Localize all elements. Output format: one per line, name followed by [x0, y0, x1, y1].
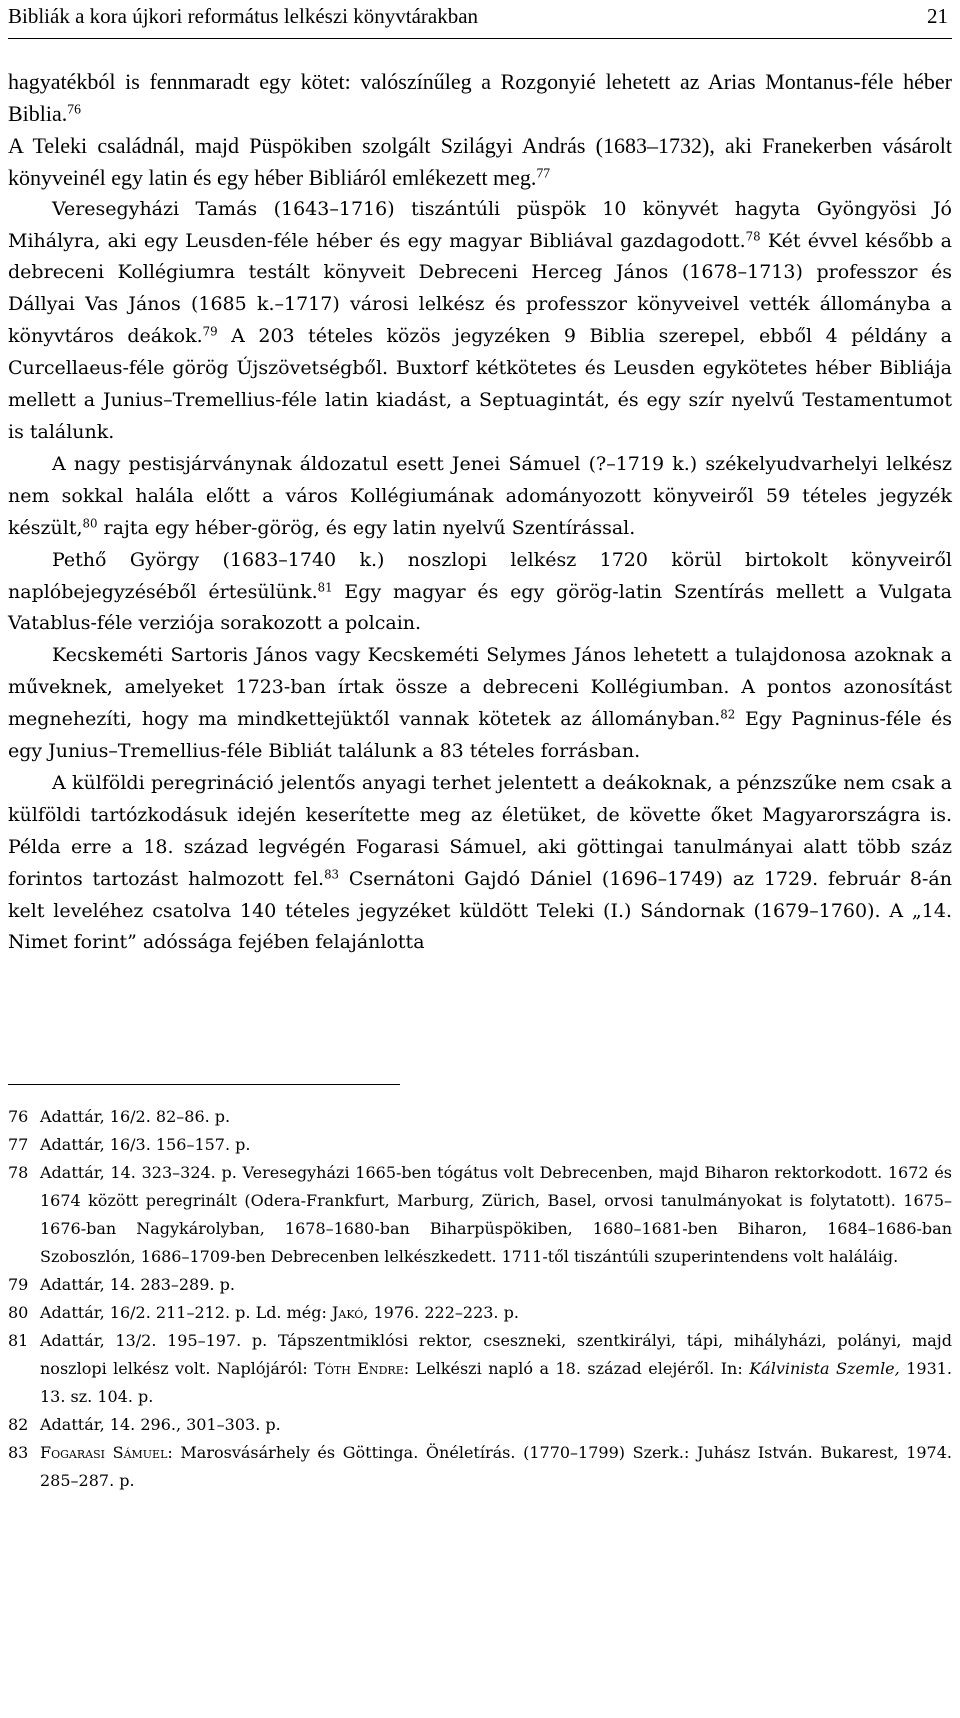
- paragraph: [8, 449, 952, 545]
- footnote-text: Adattár, 13/2. 195–197. p. Tápszentmiklósi rektor, cseszneki, szentkirályi, tápi, mihályházi, polányi, majd noszlopi lelkész volt. Naplójáról:: [40, 1331, 952, 1378]
- footnote-text: Adattár, 14. 323–324. p. Veresegyházi 1665-ben tógátus volt Debrecenben, majd Biharon rektorkodott. 1672 és 1674 között peregrinált (Odera-Frankfurt, Marburg, Zürich, Basel, orvosi tanulmányokat is folytatott). 1675–1676-ban Nagykárolyban, 1678–1680-ban Biharpüspökiben, 1680–1681-ben Biharon, 1684–1686-ban Szoboszlón, 1686–1709-ben Debrecenben lelkészkedett. 1711-től tiszántúli szuperintendens volt haláláig.: [40, 1163, 952, 1266]
- author-name: Tóth Endre: [314, 1359, 404, 1378]
- text-run: Kecskeméti Sartoris János vagy Kecskeméti Selymes János lehetett a tulajdonosa azoknak a műveknek, amelyeket 1723-ban írtak össze a debreceni Kollégiumban. A pontos azonosítást megnehezíti, hogy ma mindkettejüktől vannak kötetek az állományban.: [8, 644, 952, 731]
- text-run: A külföldi peregrináció jelentős anyagi terhet jelentett a deákoknak, a pénzszűke nem csak a külföldi tartózkodásuk idején keserítette meg az életüket, de követte őket Magyarországra is. Példa erre a 18. század legvégén Fogarasi Sámuel, aki göttingai tanulmányai alatt több száz forintos tartozást halmozott fel.: [8, 771, 952, 890]
- footnote-text: : Marosvásárhely és Göttinga. Önéletírás. (1770–1799) Szerk.: Juhász István. Bukarest, 1974. 285–287. p.: [40, 1443, 953, 1490]
- footnote-text: Adattár, 16/2. 82–86. p.: [40, 1107, 231, 1126]
- text-run: A Teleki családnál, majd Püspökiben szolgált Szilágyi András (1683–1732), aki Franekerben vásárolt könyveinél egy latin és egy héber Bibliáról emlékezett meg.: [8, 132, 952, 190]
- footnote-text: Adattár, 14. 283–289. p.: [40, 1275, 235, 1294]
- text-run: A nagy pestisjárványnak áldozatul esett Jenei Sámuel (?–1719 k.) székelyudvarhelyi lelkész nem sokkal halála előtt a város Kollégiumának adományozott könyveiről 59 tételes jegyzék készült,: [8, 452, 952, 539]
- footnote-ref[interactable]: 82: [720, 707, 736, 722]
- footnote: [8, 1271, 952, 1299]
- footnote-ref[interactable]: 80: [82, 516, 98, 531]
- paragraph: [8, 194, 952, 449]
- paragraph: [8, 545, 952, 641]
- running-header: [8, 0, 952, 39]
- paragraph: [8, 640, 952, 768]
- footnote-text: Adattár, 16/2. 211–212. p. Ld. még:: [40, 1303, 332, 1322]
- footnote-number: 83: [8, 1443, 29, 1462]
- footnote-separator: [8, 1084, 400, 1085]
- text-run: Két évvel később a debreceni Kollégiumra testált könyveit Debreceni Herceg János (1678–1713) professzor és Dállyai Vas János (1685 k.–1717) városi lelkész és professzor könyveivel vették állományba a könyvtáros deákok.: [8, 229, 952, 348]
- footnote-ref[interactable]: 83: [324, 867, 340, 882]
- text-run: hagyatékból is fennmaradt egy kötet: valószínűleg a Rozgonyié lehetett az Arias Montanus-féle héber Biblia.: [8, 69, 952, 126]
- footnote: [8, 1159, 952, 1271]
- footnote: [8, 1327, 952, 1411]
- text-run: Veresegyházi Tamás (1643–1716) tiszántúli püspök 10 könyvét hagyta Gyöngyösi Jó Mihályra, aki egy Leusden-féle héber és egy magyar Bibliával gazdagodott.: [8, 197, 952, 252]
- footnote-text: Adattár, 16/3. 156–157. p.: [40, 1135, 251, 1154]
- footnote-number: 82: [8, 1415, 29, 1434]
- text-run: A 203 tételes közös jegyzéken 9 Biblia szerepel, ebből 4 példány a Curcellaeus-féle görög Újszövetségből. Buxtorf kétkötetes és Leusden egykötetes héber Bibliája mellett a Junius–Tremellius-féle latin kiadást, a Septuagintát, és egy szír nyelvű Testamentumot is találunk.: [8, 325, 952, 443]
- footnote-number: 78: [8, 1163, 29, 1182]
- paragraph: [8, 66, 952, 194]
- footnote-number: 77: [8, 1135, 29, 1154]
- text-run: Egy magyar és egy görög-latin Szentírás mellett a Vulgata Vatablus-féle verziója sorakozott a polcain.: [8, 580, 952, 635]
- author-name: Jakó: [331, 1303, 364, 1322]
- footnotes: [8, 1103, 952, 1495]
- main-text: [8, 66, 952, 959]
- footnote-ref[interactable]: 76: [67, 101, 81, 117]
- text-run: Csernátoni Gajdó Dániel (1696–1749) az 1729. február 8-án kelt leveléhez csatolva 140 tételes jegyzéket küldött Teleki (I.) Sándornak (1679–1760). A „14. Nimet forint” adóssága fejében felajánlotta: [8, 867, 952, 954]
- paragraph: [8, 768, 952, 959]
- footnote-ref[interactable]: 79: [202, 324, 218, 339]
- footnote: [8, 1439, 952, 1495]
- footnote-number: 80: [8, 1303, 29, 1322]
- text-run: Pethő György (1683–1740 k.) noszlopi lelkész 1720 körül birtokolt könyveiről naplóbejegyzéséből értesülünk.: [8, 548, 952, 603]
- footnote: [8, 1411, 952, 1439]
- footnote: [8, 1131, 952, 1159]
- running-title: Bibliák a kora újkori református lelkészi könyvtárakban: [8, 4, 479, 28]
- footnote-ref[interactable]: 78: [745, 229, 761, 244]
- text-run: rajta egy héber-görög, és egy latin nyelvű Szentírással.: [103, 516, 636, 539]
- footnote-text: : Lelkészi napló a 18. század elejéről. In:: [403, 1359, 750, 1378]
- footnote-ref[interactable]: 77: [536, 165, 551, 181]
- footnote-text: 1931. 13. sz. 104. p.: [40, 1359, 953, 1406]
- footnote-number: 79: [8, 1275, 29, 1294]
- footnote-number: 76: [8, 1107, 29, 1126]
- footnote-number: 81: [8, 1331, 29, 1350]
- footnote: [8, 1103, 952, 1131]
- footnote-ref[interactable]: 81: [317, 580, 333, 595]
- footnote: [8, 1299, 952, 1327]
- footnote-text: , 1976. 222–223. p.: [363, 1303, 519, 1322]
- footnote-text: Adattár, 14. 296., 301–303. p.: [40, 1415, 281, 1434]
- text-run: Egy Pagninus-féle és egy Junius–Tremellius-féle Bibliát találunk a 83 tételes forrásban.: [8, 708, 952, 763]
- author-name: Fogarasi Sámuel: [40, 1443, 168, 1462]
- journal-title: Kálvinista Szemle,: [749, 1359, 900, 1378]
- page-number: 21: [927, 4, 948, 28]
